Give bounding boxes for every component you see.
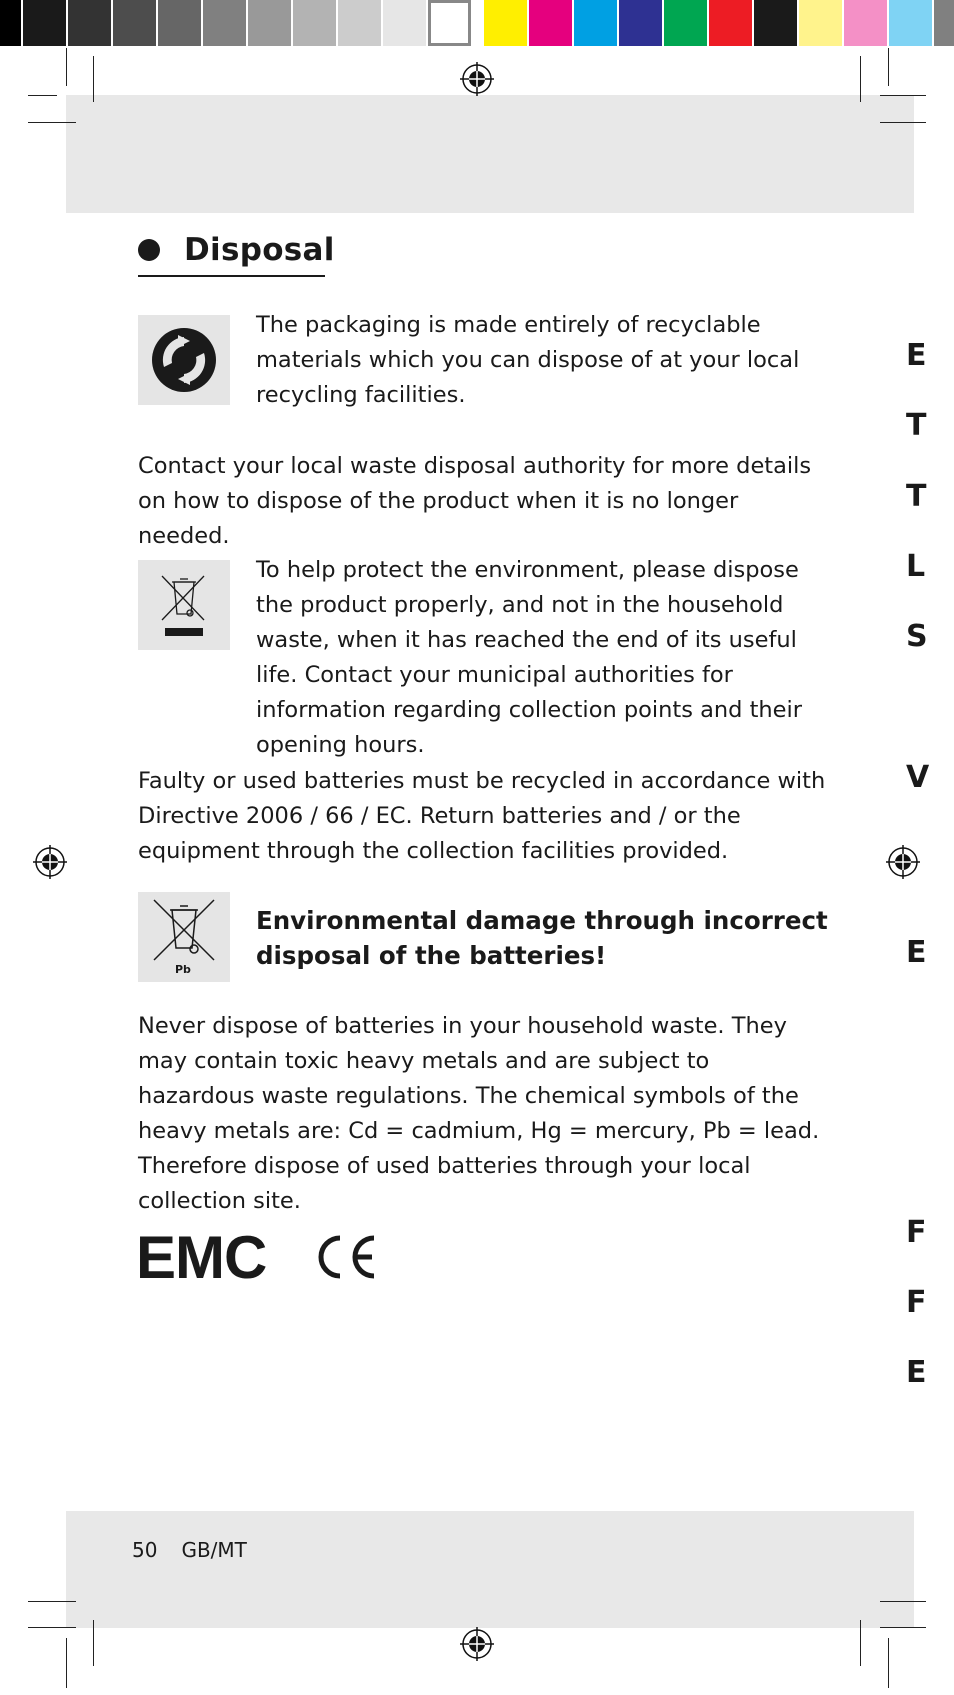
edge-letter: V xyxy=(906,760,930,795)
crop-mark xyxy=(880,1627,926,1628)
ce-mark-icon xyxy=(312,1232,378,1282)
color-swatch xyxy=(664,0,707,46)
locale-label: GB/MT xyxy=(181,1538,247,1562)
battery-paragraph: Faulty or used batteries must be recycled in accordance with Directive 2006 / 66 / EC. Return batteries and / or the equipment through the collection facilities provided. xyxy=(138,768,826,864)
color-swatch xyxy=(293,0,336,46)
crop-mark xyxy=(888,1638,889,1688)
warning-title: Environmental damage through incorrect disposal of the batteries! xyxy=(256,906,828,970)
crop-mark xyxy=(66,48,67,86)
crop-mark xyxy=(93,1620,94,1666)
edge-letter: E xyxy=(906,338,927,373)
crop-mark xyxy=(860,1620,861,1666)
crop-mark xyxy=(28,122,76,123)
pb-label: Pb xyxy=(175,963,191,976)
section-title: Disposal xyxy=(184,232,335,268)
color-swatch xyxy=(619,0,662,46)
weee-paragraph: To help protect the environment, please dispose the product properly, and not in the household waste, when it has reached the end of its useful life. Contact your municipal authorities for information regarding collection points and their opening hours. xyxy=(256,557,803,758)
color-swatch xyxy=(68,0,111,46)
color-swatch xyxy=(248,0,291,46)
color-swatch xyxy=(754,0,797,46)
registration-mark-icon xyxy=(460,62,494,96)
edge-letter: E xyxy=(906,935,927,970)
edge-letter: T xyxy=(906,408,927,443)
bottom-gray-band xyxy=(66,1511,914,1628)
color-swatch xyxy=(158,0,201,46)
crossed-out-bin-icon xyxy=(138,560,230,650)
registration-mark-icon xyxy=(460,1627,494,1661)
color-swatch xyxy=(113,0,156,46)
color-swatch xyxy=(338,0,381,46)
color-swatch xyxy=(709,0,752,46)
color-swatch xyxy=(0,0,21,46)
crop-mark xyxy=(93,56,94,102)
color-swatch xyxy=(844,0,887,46)
edge-letter: S xyxy=(906,619,928,654)
color-swatch xyxy=(889,0,932,46)
color-swatch xyxy=(934,0,954,46)
edge-letter: F xyxy=(906,1285,927,1320)
crop-mark xyxy=(28,95,57,96)
emc-mark: EMC xyxy=(136,1224,267,1291)
color-swatch xyxy=(484,0,527,46)
edge-letter: F xyxy=(906,1215,927,1250)
color-swatch xyxy=(428,0,471,46)
weee-icon-box xyxy=(138,560,230,650)
color-swatch xyxy=(383,0,426,46)
recycle-icon-box xyxy=(138,315,230,405)
crop-mark xyxy=(888,48,889,86)
page-number: 50 xyxy=(132,1538,158,1562)
registration-mark-icon xyxy=(886,845,920,879)
heavy-metals-paragraph: Never dispose of batteries in your household waste. They may contain toxic heavy metals and are subject to hazardous waste regulations. The chemical symbols of the heavy metals are: Cd = cadmium, Hg = mercury, Pb = lead. Therefore dispose of used batteries through your local collection site. xyxy=(138,1013,820,1214)
crop-mark xyxy=(880,1601,926,1602)
registration-mark-icon xyxy=(33,845,67,879)
contact-paragraph: Contact your local waste disposal authority for more details on how to dispose of the product when it is no longer needed. xyxy=(138,453,812,549)
edge-letter: L xyxy=(906,549,926,584)
green-dot-recycle-icon xyxy=(138,315,230,405)
crop-mark xyxy=(860,56,861,102)
crop-mark xyxy=(28,1601,76,1602)
battery-bin-icon-box xyxy=(138,892,230,982)
color-swatch xyxy=(574,0,617,46)
crop-mark xyxy=(28,1627,76,1628)
section-heading xyxy=(138,232,335,268)
edge-letter: E xyxy=(906,1355,927,1390)
top-gray-band xyxy=(66,95,914,213)
crop-mark xyxy=(880,122,926,123)
edge-letter: T xyxy=(906,479,927,514)
crop-mark xyxy=(880,95,926,96)
color-swatch xyxy=(799,0,842,46)
bullet-icon xyxy=(138,239,160,261)
page-footer xyxy=(132,1538,271,1562)
color-swatch xyxy=(23,0,66,46)
crop-mark xyxy=(66,1638,67,1688)
color-swatch xyxy=(203,0,246,46)
recycle-paragraph: The packaging is made entirely of recyclable materials which you can dispose of at your local recycling facilities. xyxy=(256,312,800,408)
heading-underline xyxy=(138,275,325,277)
color-swatch xyxy=(529,0,572,46)
